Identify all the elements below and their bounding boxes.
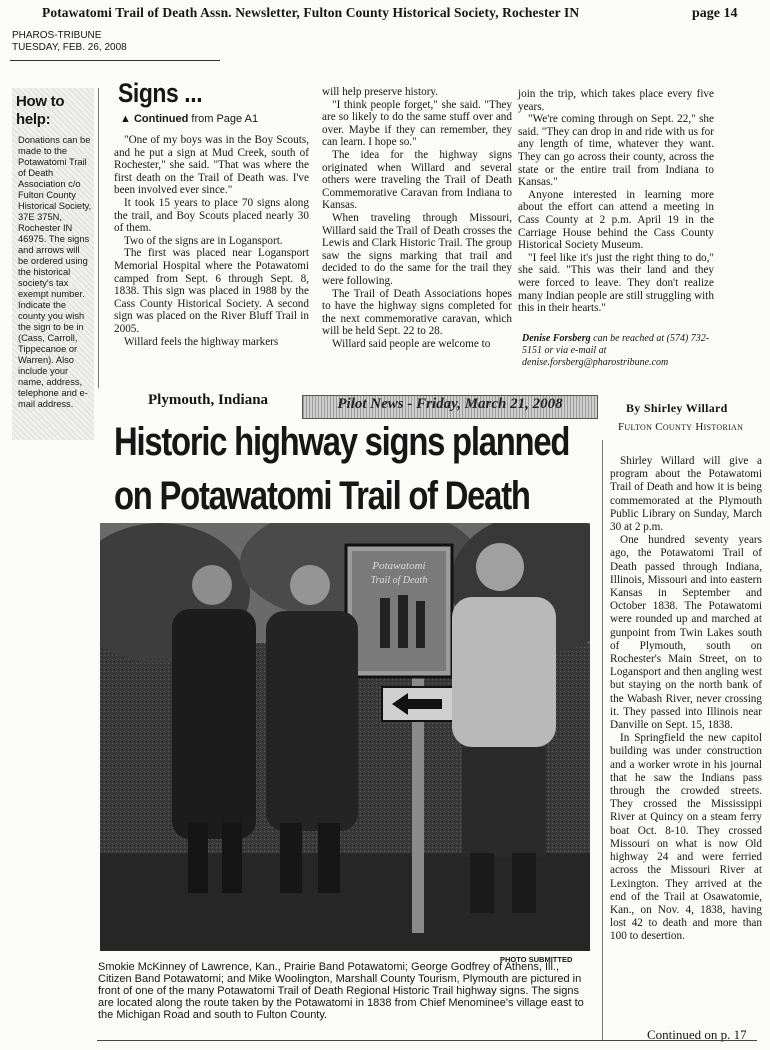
byline: By Shirley Willard [626, 401, 728, 415]
column-divider [98, 88, 99, 388]
newsletter-header-title: Potawatomi Trail of Death Assn. Newsletter, Fulton County Historical Society, Rochester IN [42, 5, 580, 20]
photo-caption: Smokie McKinney of Lawrence, Kan., Prairie Band Potawatomi; George Godfrey of Athens, Ill., Citizen Band Potawatomi; and Mike Woolington, Marshall County Tourism, Plymouth are pictured in front of one of the many Potawatomi Trail of Death Regional Historic Trail highway signs. The signs are located along the route taken by the Potawatomi in 1838 from Chief Menominee's village east to the Michigan Road and south to Fulton County. [98, 961, 584, 1021]
bottom-divider [97, 1040, 757, 1041]
sidebar-body: Donations can be made to the Potawatomi Trail of Death Association c/o Fulton County Historical Society, 37E 375N, Rochester IN 46975. The signs and arrows will be ordered using the historical society's tax exempt number. Indicate the county you wish the sign to be in (Cass, Carroll, Tippecanoe or Warren). Also include your name, address, telephone and e-mail address. [18, 135, 92, 409]
article1-column-1 [114, 134, 309, 348]
newspaper-date: TUESDAY, FEB. 26, 2008 [12, 42, 127, 53]
continued-on-label: Continued on p. 17 [647, 1027, 747, 1042]
paragraph: Willard said people are welcome to [332, 337, 491, 350]
article2-column [610, 455, 762, 944]
sidebar-title [16, 93, 88, 129]
paper-banner: Pilot News - Friday, March 21, 2008 [337, 396, 563, 412]
newspaper-name: PHAROS-TRIBUNE [12, 30, 102, 41]
paragraph: One hundred seventy years ago, the Potawatomi Trail of Death passed through Indiana, Illinois, Missouri and into eastern Kansas in September and October 1838. The Potawatomi were rounded up and marched at gunpoint from Twin Lakes south of Plymouth, south on Rochester's Main Street, on to Logansport and then angling west but staying on the north bank of the Wabash River, never crossing it. They passed into Illinois near Danville on Sept. 15, 1838. [610, 534, 762, 732]
sidebar-title-line1: How to [16, 93, 65, 110]
triangle-icon: ▲ [120, 113, 131, 125]
photo-illustration [100, 523, 590, 951]
paragraph: "One of my boys was in the Boy Scouts, and he put a sign at Mud Creek, south of Rochester," she said. "That was where the first death on the Trail of Death was. I've been involved ever since." [114, 134, 309, 197]
contact-text: can be reached at (574) 732-5151 or via e-mail at denise.forsberg@pharostribune.com [522, 333, 710, 368]
sign-text-line1: Potawatomi [372, 560, 426, 572]
paragraph: In Springfield the new capitol building was under construction and a worker wrote in his journal that he saw the Indians pass through the crowded streets. They crossed the Mississippi River at Quincy on a steam ferry boat Oct. 8-10. They crossed Missouri on what is now Old highway 24 and were ferried across the Missouri River at Lexington. They arrived at the end of the Trail at Osawatomie, Kan., on Nov. 4, 1838, having lost 42 to death and more than 100 to desertion. [610, 732, 762, 943]
article-headline-signs: Signs ... [118, 78, 203, 108]
news-photo [100, 523, 590, 951]
paragraph: Shirley Willard will give a program about the Potawatomi Trail of Death and how it is being commemorated at the Plymouth Public Library on Sunday, March 30 at 2 p.m. [610, 455, 762, 534]
column-divider [602, 440, 603, 1040]
byline-title: Fulton County Historian [618, 421, 744, 433]
paragraph: will help preserve history. [322, 86, 439, 98]
headline-line-1: Historic highway signs planned [114, 420, 570, 464]
dateline: Plymouth, Indiana [148, 392, 269, 408]
continued-from-page: from Page A1 [191, 113, 259, 125]
paragraph: The Trail of Death Associations hopes to have the highway signs completed for the next commemorative caravan, which will be held Sept. 22 to 28. [322, 287, 512, 338]
photo-credit: PHOTO SUBMITTED [500, 955, 573, 964]
paragraph: Anyone interested in learning more about the effort can attend a meeting in Cass County at 2 p.m. April 19 in the Carriage House behind the Cass County Historical Society Museum. [518, 188, 714, 252]
paragraph: "I feel like it's just the right thing to do," she said. "This was their land and they were forced to leave. They don't realize many Indian people are still struggling with this in their hearts." [518, 251, 714, 315]
paragraph: join the trip, which takes place every five years. [518, 88, 714, 113]
continued-from-label [120, 113, 258, 125]
author-contact [522, 333, 712, 369]
paragraph: "We're coming through on Sept. 22," she said. "They can drop in and ride with us for any length of time, whatever they want. They can go across their county, across the state or the entire trail from Indiana to Kansas." [518, 113, 714, 189]
paragraph: The idea for the highway signs originated when Willard and several others were traveling the Trail of Death Commemorative Caravan from Indiana to Kansas. [322, 148, 512, 212]
header-divider [10, 60, 220, 61]
paragraph: When traveling through Missouri, Willard said the Trail of Death crosses the Lewis and Clark Historic Trail. The group saw the signs marking that trail and decided to do the same for the trail they were following. [322, 211, 512, 287]
article1-column-2 [322, 86, 512, 350]
article1-column-3 [518, 88, 714, 315]
sidebar-title-line2: help: [16, 111, 51, 128]
headline-line-2: on Potawatomi Trail of Death [114, 474, 530, 518]
paragraph: Willard feels the highway markers [124, 335, 279, 348]
contact-name: Denise Forsberg [522, 333, 591, 344]
continued-label: Continued [133, 113, 189, 125]
paragraph: Two of the signs are in Logansport. [124, 234, 283, 247]
paragraph: It took 15 years to place 70 signs along the trail, and Boy Scouts placed nearly 30 of them. [114, 196, 309, 235]
page-number: page 14 [692, 6, 738, 21]
paragraph: The first was placed near Logansport Memorial Hospital where the Potawatomi camped from Sept. 6 through Sept. 8, 1838. This sign was placed in 1988 by the Cass County Historical Society. A second sign was placed on the River Bluff Trail in 2005. [114, 247, 309, 335]
paragraph: "I think people forget," she said. "They are so likely to do the same stuff over and over. Maybe if they can remember, they can learn. I hope so." [322, 98, 512, 149]
sign-text-line2: Trail of Death [370, 575, 428, 586]
